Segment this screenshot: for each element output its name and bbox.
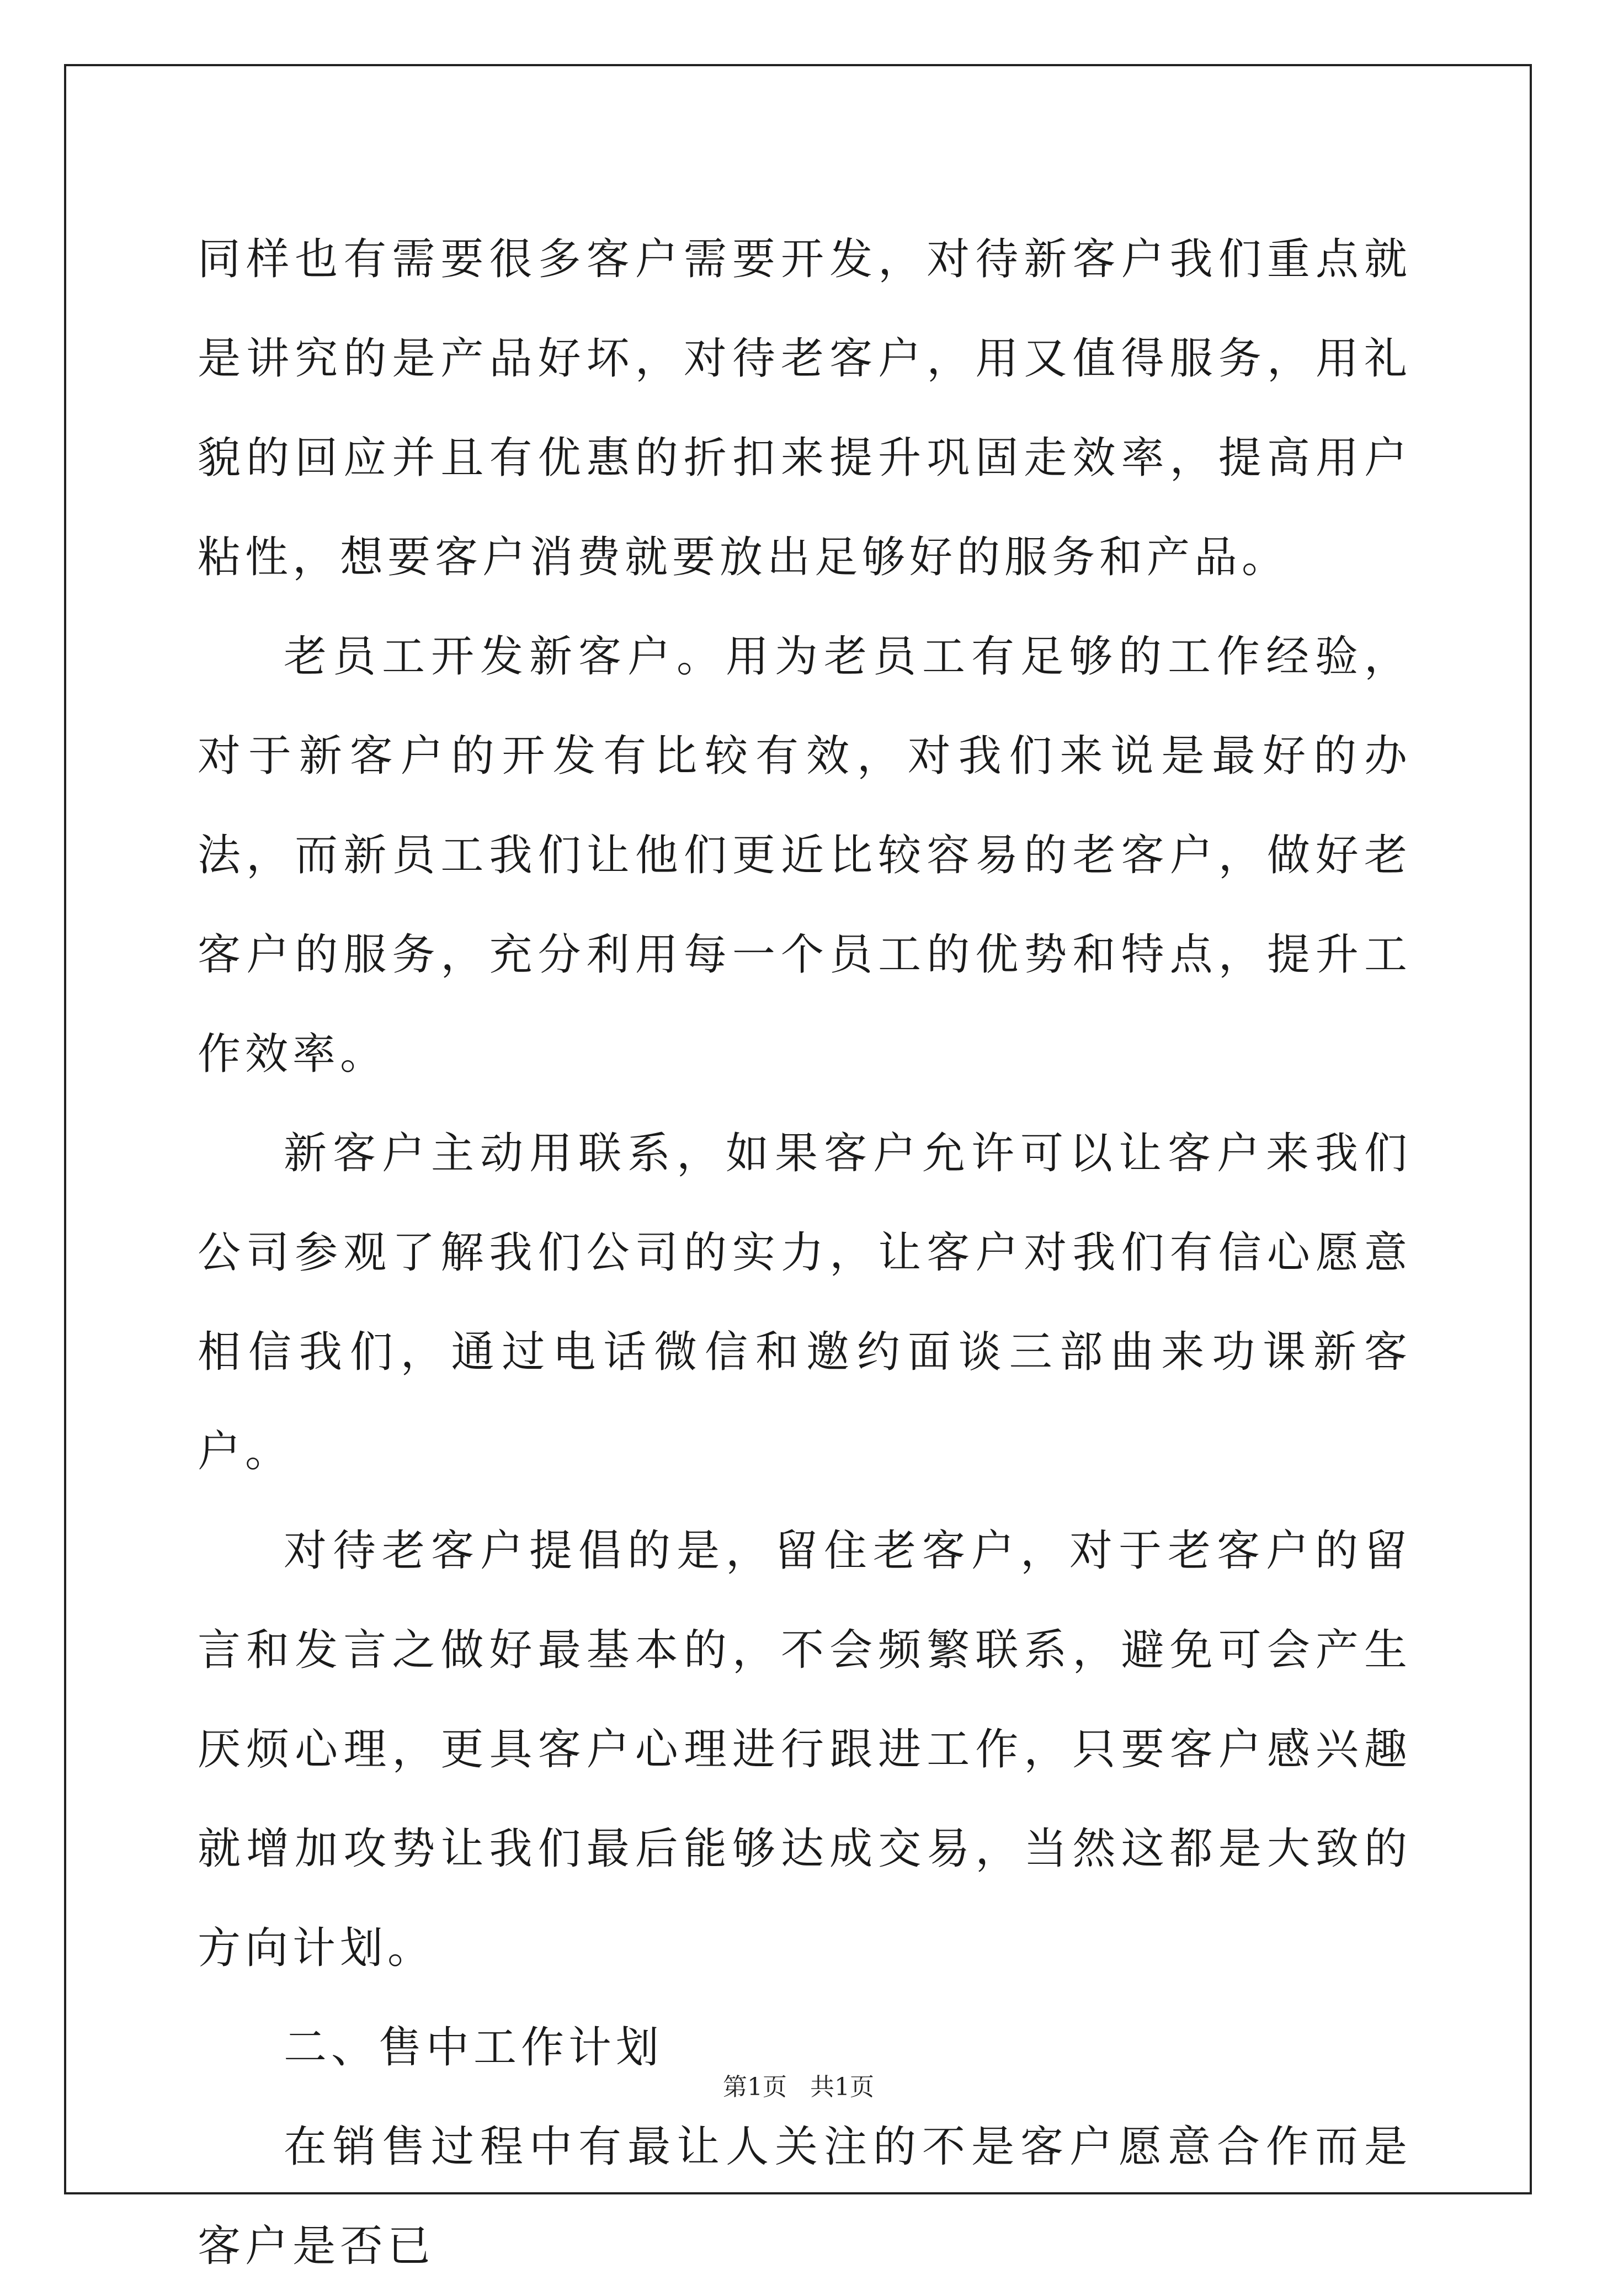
document-body bbox=[198, 210, 1412, 2296]
section-heading: 二、售中工作计划 bbox=[284, 2023, 664, 2072]
paragraph-4: 对待老客户提倡的是，留住老客户，对于老客户的留言和发言之做好最基本的，不会频繁联系，避免可会产生厌烦心理，更具客户心理进行跟进工作，只要客户感兴趣就增加攻势让我们最后能够达成交易，当然这都是大致的方向计划。 bbox=[198, 1526, 1412, 1973]
paragraph-1: 同样也有需要很多客户需要开发，对待新客户我们重点就是讲究的是产品好坏，对待老客户，用又值得服务，用礼貌的回应并且有优惠的折扣来提升巩固走效率，提高用户粘性，想要客户消费就要放出足够好的服务和产品。 bbox=[198, 235, 1412, 582]
paragraph-6: 在销售过程中有最让人关注的不是客户愿意合作而是客户是否已 bbox=[198, 2122, 1412, 2271]
page-number-footer: 第1页 共1页 bbox=[723, 2073, 874, 2101]
paragraph-3: 新客户主动用联系，如果客户允许可以让客户来我们公司参观了解我们公司的实力，让客户对我们有信心愿意相信我们，通过电话微信和邀约面谈三部曲来功课新客户。 bbox=[198, 1129, 1412, 1476]
paragraph-2: 老员工开发新客户。用为老员工有足够的工作经验，对于新客户的开发有比较有效，对我们来说是最好的办法，而新员工我们让他们更近比较容易的老客户，做好老客户的服务，充分利用每一个员工的优势和特点，提升工作效率。 bbox=[198, 632, 1412, 1079]
